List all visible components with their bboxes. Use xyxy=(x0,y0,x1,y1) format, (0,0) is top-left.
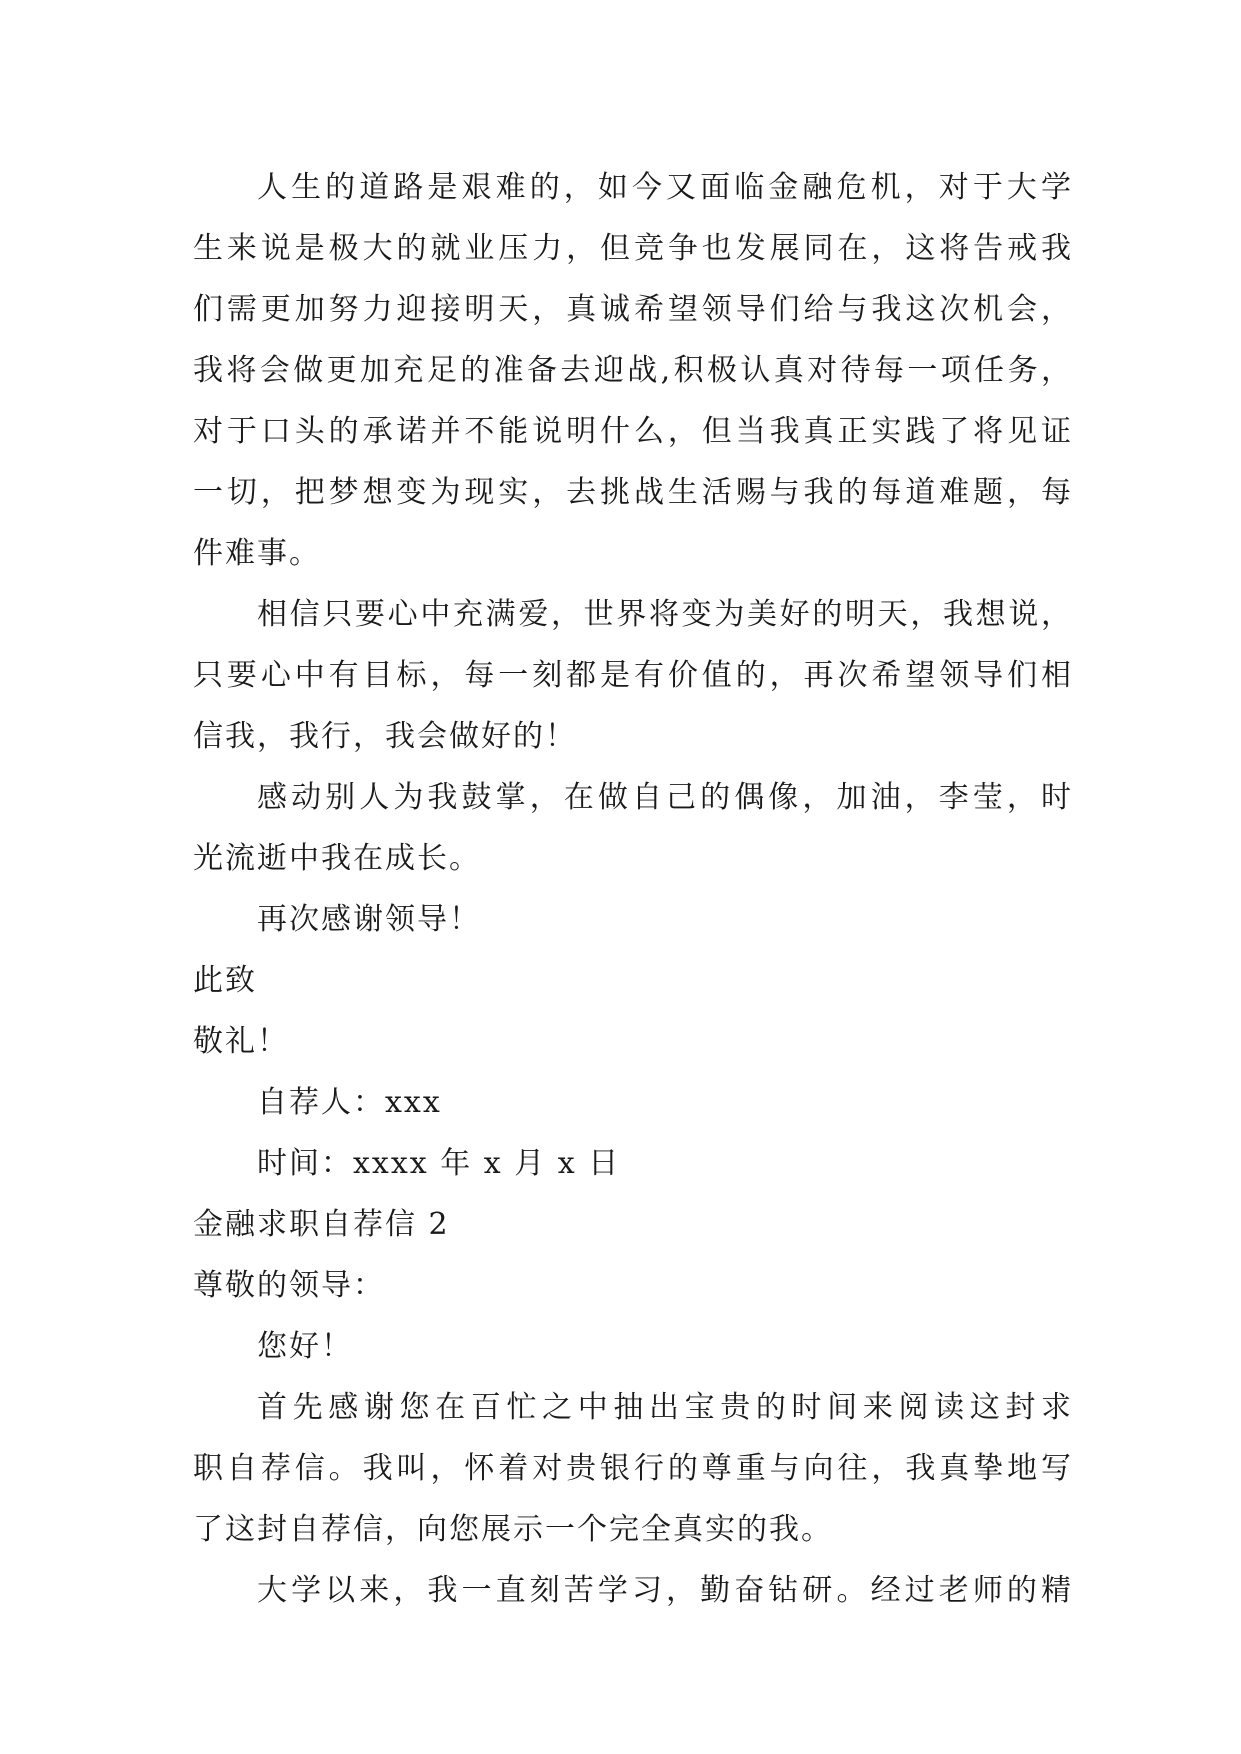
text-line-21: 首先感谢您在百忙之中抽出宝贵的时间来阅读这封求 xyxy=(257,1390,1073,1425)
text-line-6: 一切，把梦想变为现实，去挑战生活赐与我的每道难题，每 xyxy=(193,475,1073,510)
text-line-22: 职自荐信。我叫，怀着对贵银行的尊重与向往，我真挚地写 xyxy=(193,1451,1073,1486)
text-line-10: 信我，我行，我会做好的！ xyxy=(193,719,577,754)
letter-greeting: 您好！ xyxy=(257,1329,353,1364)
text-line-7: 件难事。 xyxy=(193,536,321,571)
closing-regards: 敬礼！ xyxy=(193,1024,289,1059)
closing-thanks: 再次感谢领导！ xyxy=(257,902,481,937)
text-line-4: 我将会做更加充足的准备去迎战,积极认真对待每一项任务， xyxy=(193,353,1073,388)
signature-name: 自荐人：xxx xyxy=(257,1085,442,1120)
text-line-12: 光流逝中我在成长。 xyxy=(193,841,481,876)
text-line-11: 感动别人为我鼓掌，在做自己的偶像，加油，李莹，时 xyxy=(257,780,1073,815)
text-line-24: 大学以来，我一直刻苦学习，勤奋钻研。经过老师的精 xyxy=(257,1573,1073,1608)
text-line-23: 了这封自荐信，向您展示一个完全真实的我。 xyxy=(193,1512,833,1547)
text-line-5: 对于口头的承诺并不能说明什么，但当我真正实践了将见证 xyxy=(193,414,1073,449)
text-line-2: 生来说是极大的就业压力，但竞争也发展同在，这将告戒我 xyxy=(193,231,1073,266)
text-line-9: 只要心中有目标，每一刻都是有价值的，再次希望领导们相 xyxy=(193,658,1073,693)
letter-salutation: 尊敬的领导： xyxy=(193,1268,385,1303)
section-title: 金融求职自荐信 2 xyxy=(193,1207,450,1242)
text-line-3: 们需更加努力迎接明天，真诚希望领导们给与我这次机会， xyxy=(193,292,1073,327)
text-line-1: 人生的道路是艰难的，如今又面临金融危机，对于大学 xyxy=(257,170,1073,205)
text-line-8: 相信只要心中充满爱，世界将变为美好的明天，我想说， xyxy=(257,597,1073,632)
closing-salutation: 此致 xyxy=(193,963,257,998)
signature-date: 时间：xxxx 年 x 月 x 日 xyxy=(257,1146,621,1181)
letter-body xyxy=(193,157,1073,1621)
